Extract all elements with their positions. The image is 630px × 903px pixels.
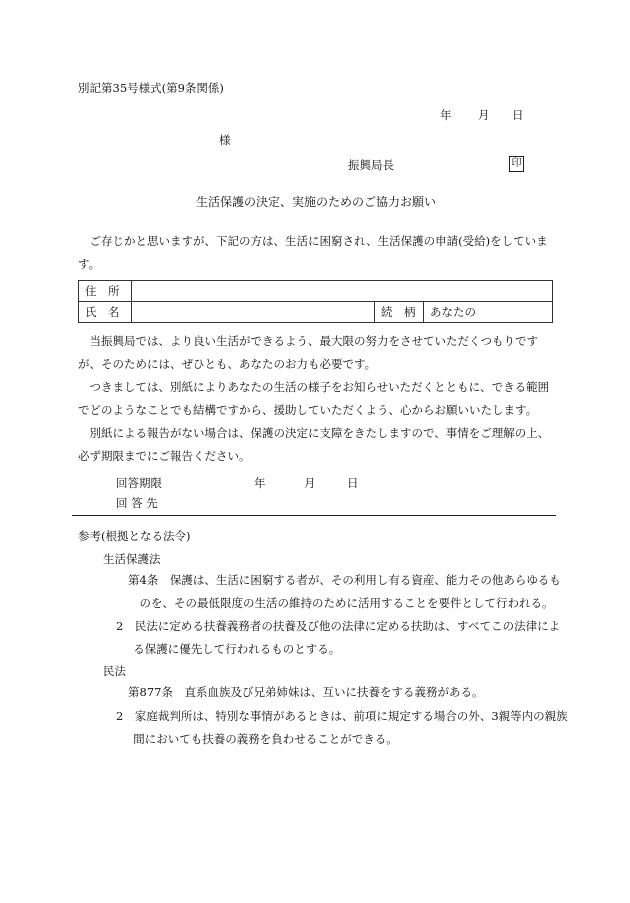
recipient-info-table (78, 280, 553, 323)
sender-title: 振興局長 (348, 158, 394, 172)
reply-destination-label: 回 答 先 (116, 496, 158, 510)
address-row (79, 281, 553, 302)
reply-month-label: 月 (304, 476, 316, 490)
law1-article4-para2: 2 民法に定める扶養義務者の扶養及び他の法律に定める扶助は、すべてこの法律による保護に優先して行われるものとする。 (116, 619, 561, 656)
date-year-label: 年 (440, 108, 452, 122)
address-label: 住 所 (79, 281, 132, 302)
intro-paragraph: ご存じかと思いますが、下記の方は、生活に困窮され、生活保護の申請(受給)をしています。 (78, 234, 548, 271)
law2-name: 民法 (103, 664, 126, 678)
document-title: 生活保護の決定、実施のためのご協力お願い (196, 195, 437, 209)
body-paragraph-1: 当振興局では、より良い生活ができるよう、最大限の努力をさせていただくつもりですが、そのためには、ぜひとも、あなたのお力も必要です。 (78, 334, 538, 371)
form-label: 別記第35号様式(第9条関係) (78, 81, 224, 95)
law1-article4: 第4条 保護は、生活に困窮する者が、その利用し有る資産、能力その他あらゆるものを、その最低限度の生活の維持のために活用することを要件として行われる。 (128, 573, 561, 610)
name-label: 氏 名 (79, 302, 132, 323)
name-row (79, 302, 553, 323)
law2-article877: 第877条 直系血族及び兄弟姉妹は、互いに扶養をする義務がある。 (128, 685, 484, 699)
reference-heading: 参考(根拠となる法令) (78, 529, 191, 543)
body-paragraph-2: つきましては、別紙によりあなたの生活の様子をお知らせいただくとともに、できる範囲でどのようなことでも結構ですから、援助していただくよう、心からお願いいたします。 (78, 380, 550, 417)
address-value-cell[interactable] (132, 281, 553, 302)
law1-name: 生活保護法 (103, 552, 161, 566)
name-value-cell[interactable] (132, 302, 375, 323)
addressee-suffix: 様 (219, 133, 231, 147)
seal-mark (509, 155, 524, 172)
date-day-label: 日 (512, 108, 524, 122)
reply-day-label: 日 (347, 476, 359, 490)
section-divider (72, 515, 556, 516)
body-paragraph-3: 別紙による報告がない場合は、保護の決定に支障をきたしますので、事情をご理解の上、必ず期限までにご報告ください。 (78, 426, 550, 463)
reply-year-label: 年 (254, 476, 266, 490)
reply-deadline-label: 回答期限 (116, 476, 162, 490)
date-month-label: 月 (478, 108, 490, 122)
seal-char: 印 (509, 156, 524, 172)
law2-article877-para2: 2 家庭裁判所は、特別な事情があるときは、前項に規定する場合の外、3親等内の親族間においても扶養の義務を負わせることができる。 (116, 709, 568, 746)
relation-label: 続 柄 (375, 302, 424, 323)
relation-value: あなたの (424, 302, 553, 323)
